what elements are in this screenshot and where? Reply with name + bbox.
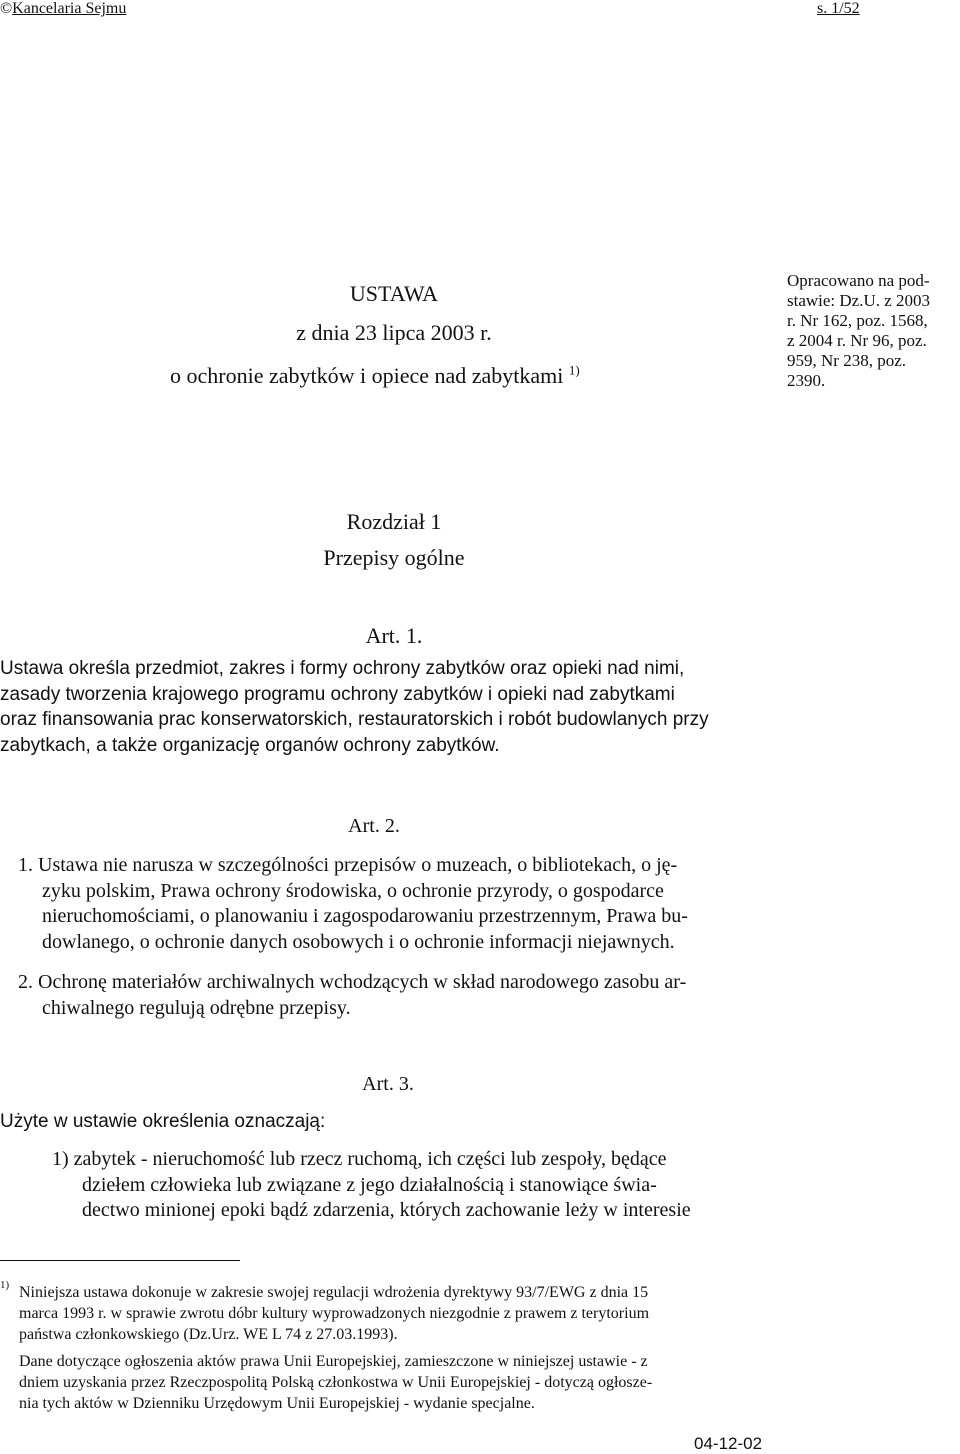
text-line: dectwo minionej epoki bądź zdarzenia, których zachowanie leży w interesie — [82, 1199, 691, 1221]
text-line: 2. Ochronę materiałów archiwalnych wchodzących w skład narodowego zasobu ar- — [18, 971, 687, 993]
note-line: Opracowano na pod- — [787, 271, 930, 290]
footnote-ref: 1) — [568, 362, 580, 378]
source-label: Kancelaria Sejmu — [12, 0, 127, 17]
text-line: oraz finansowania prac konserwatorskich, restauratorskich i robót budowlanych przy — [0, 709, 709, 730]
footnote-text — [19, 1282, 779, 1414]
text-line: 1) zabytek - nieruchomość lub rzecz ruchomą, ich części lub zespoły, będące — [52, 1148, 667, 1170]
copyright-icon: © — [0, 0, 13, 17]
footnote-marker: 1) — [0, 1279, 10, 1291]
publication-note — [787, 271, 960, 391]
note-line: stawie: Dz.U. z 2003 — [787, 291, 931, 310]
article-2-para-2 — [18, 970, 780, 1021]
text-line: zyku polskim, Prawa ochrony środowiska, o ochronie przyrody, o gospodarce — [42, 879, 664, 902]
footnote-line: Niniejsza ustawa dokonuje w zakresie swojej regulacji wdrożenia dyrektywy 93/7/EWG z dnia 15 — [19, 1284, 649, 1301]
footnote-line: dniem uzyskania przez Rzeczpospolitą Polską członkostwa w Unii Europejskiej - dotyczą ogłosze- — [19, 1374, 653, 1391]
article-3-item-1 — [52, 1147, 780, 1224]
text-line: Ustawa określa przedmiot, zakres i formy ochrony zabytków oraz opieki nad nimi, — [0, 658, 685, 679]
footnote-line: Dane dotyczące ogłoszenia aktów prawa Unii Europejskiej, zamieszczone w niniejszej ustawie - z — [19, 1353, 648, 1370]
doc-date: z dnia 23 lipca 2003 r. — [296, 320, 492, 345]
chapter-title: Przepisy ogólne — [323, 545, 465, 570]
footnote-line: nia tych aktów w Dzienniku Urzędowym Unii Europejskiej - wydanie specjalne. — [19, 1395, 535, 1412]
chapter-label: Rozdział 1 — [346, 509, 442, 534]
page-number: s. 1/52 — [817, 0, 860, 17]
footnote-line: marca 1993 r. w sprawie zwrotu dóbr kultury wyprowadzonych niezgodnie z prawem z terytorium — [19, 1305, 650, 1322]
page-header-source — [0, 0, 126, 18]
doc-type: USTAWA — [349, 281, 439, 306]
text-line: zasady tworzenia krajowego programu ochrony zabytków i opieki nad zabytkami — [0, 683, 675, 705]
article-2-para-1 — [18, 853, 780, 955]
text-line: 1. Ustawa nie narusza w szczególności przepisów o muzeach, o bibliotekach, o ję- — [18, 854, 678, 876]
doc-subject-text: o ochronie zabytków i opiece nad zabytkami — [170, 363, 564, 388]
article-2-heading: Art. 2. — [348, 815, 400, 837]
article-3-heading: Art. 3. — [362, 1073, 414, 1095]
document-code: 04-12-02 — [694, 1434, 763, 1453]
text-line: zabytkach, a także organizację organów ochrony zabytków. — [0, 734, 500, 756]
article-1-heading: Art. 1. — [365, 623, 423, 648]
footnote-line: państwa członkowskiego (Dz.Urz. WE L 74 z 27.03.1993). — [19, 1326, 398, 1343]
text-line: chiwalnego regulują odrębne przepisy. — [42, 996, 351, 1019]
note-line: 959, Nr 238, poz. — [787, 351, 906, 370]
doc-subject — [170, 363, 580, 389]
note-line: 2390. — [787, 371, 826, 390]
note-line: r. Nr 162, poz. 1568, — [787, 311, 928, 330]
text-line: dziełem człowieka lub związane z jego działalnością i stanowiące świa- — [82, 1173, 657, 1196]
footnote-divider — [0, 1260, 240, 1261]
text-line: nieruchomościami, o planowaniu i zagospodarowaniu przestrzennym, Prawa bu- — [42, 905, 688, 927]
text-line: dowlanego, o ochronie danych osobowych i o ochronie informacji niejawnych. — [42, 930, 675, 953]
article-3-intro: Użyte w ustawie określenia oznaczają: — [0, 1111, 326, 1132]
article-1-body — [0, 656, 780, 758]
note-line: z 2004 r. Nr 96, poz. — [787, 331, 927, 350]
